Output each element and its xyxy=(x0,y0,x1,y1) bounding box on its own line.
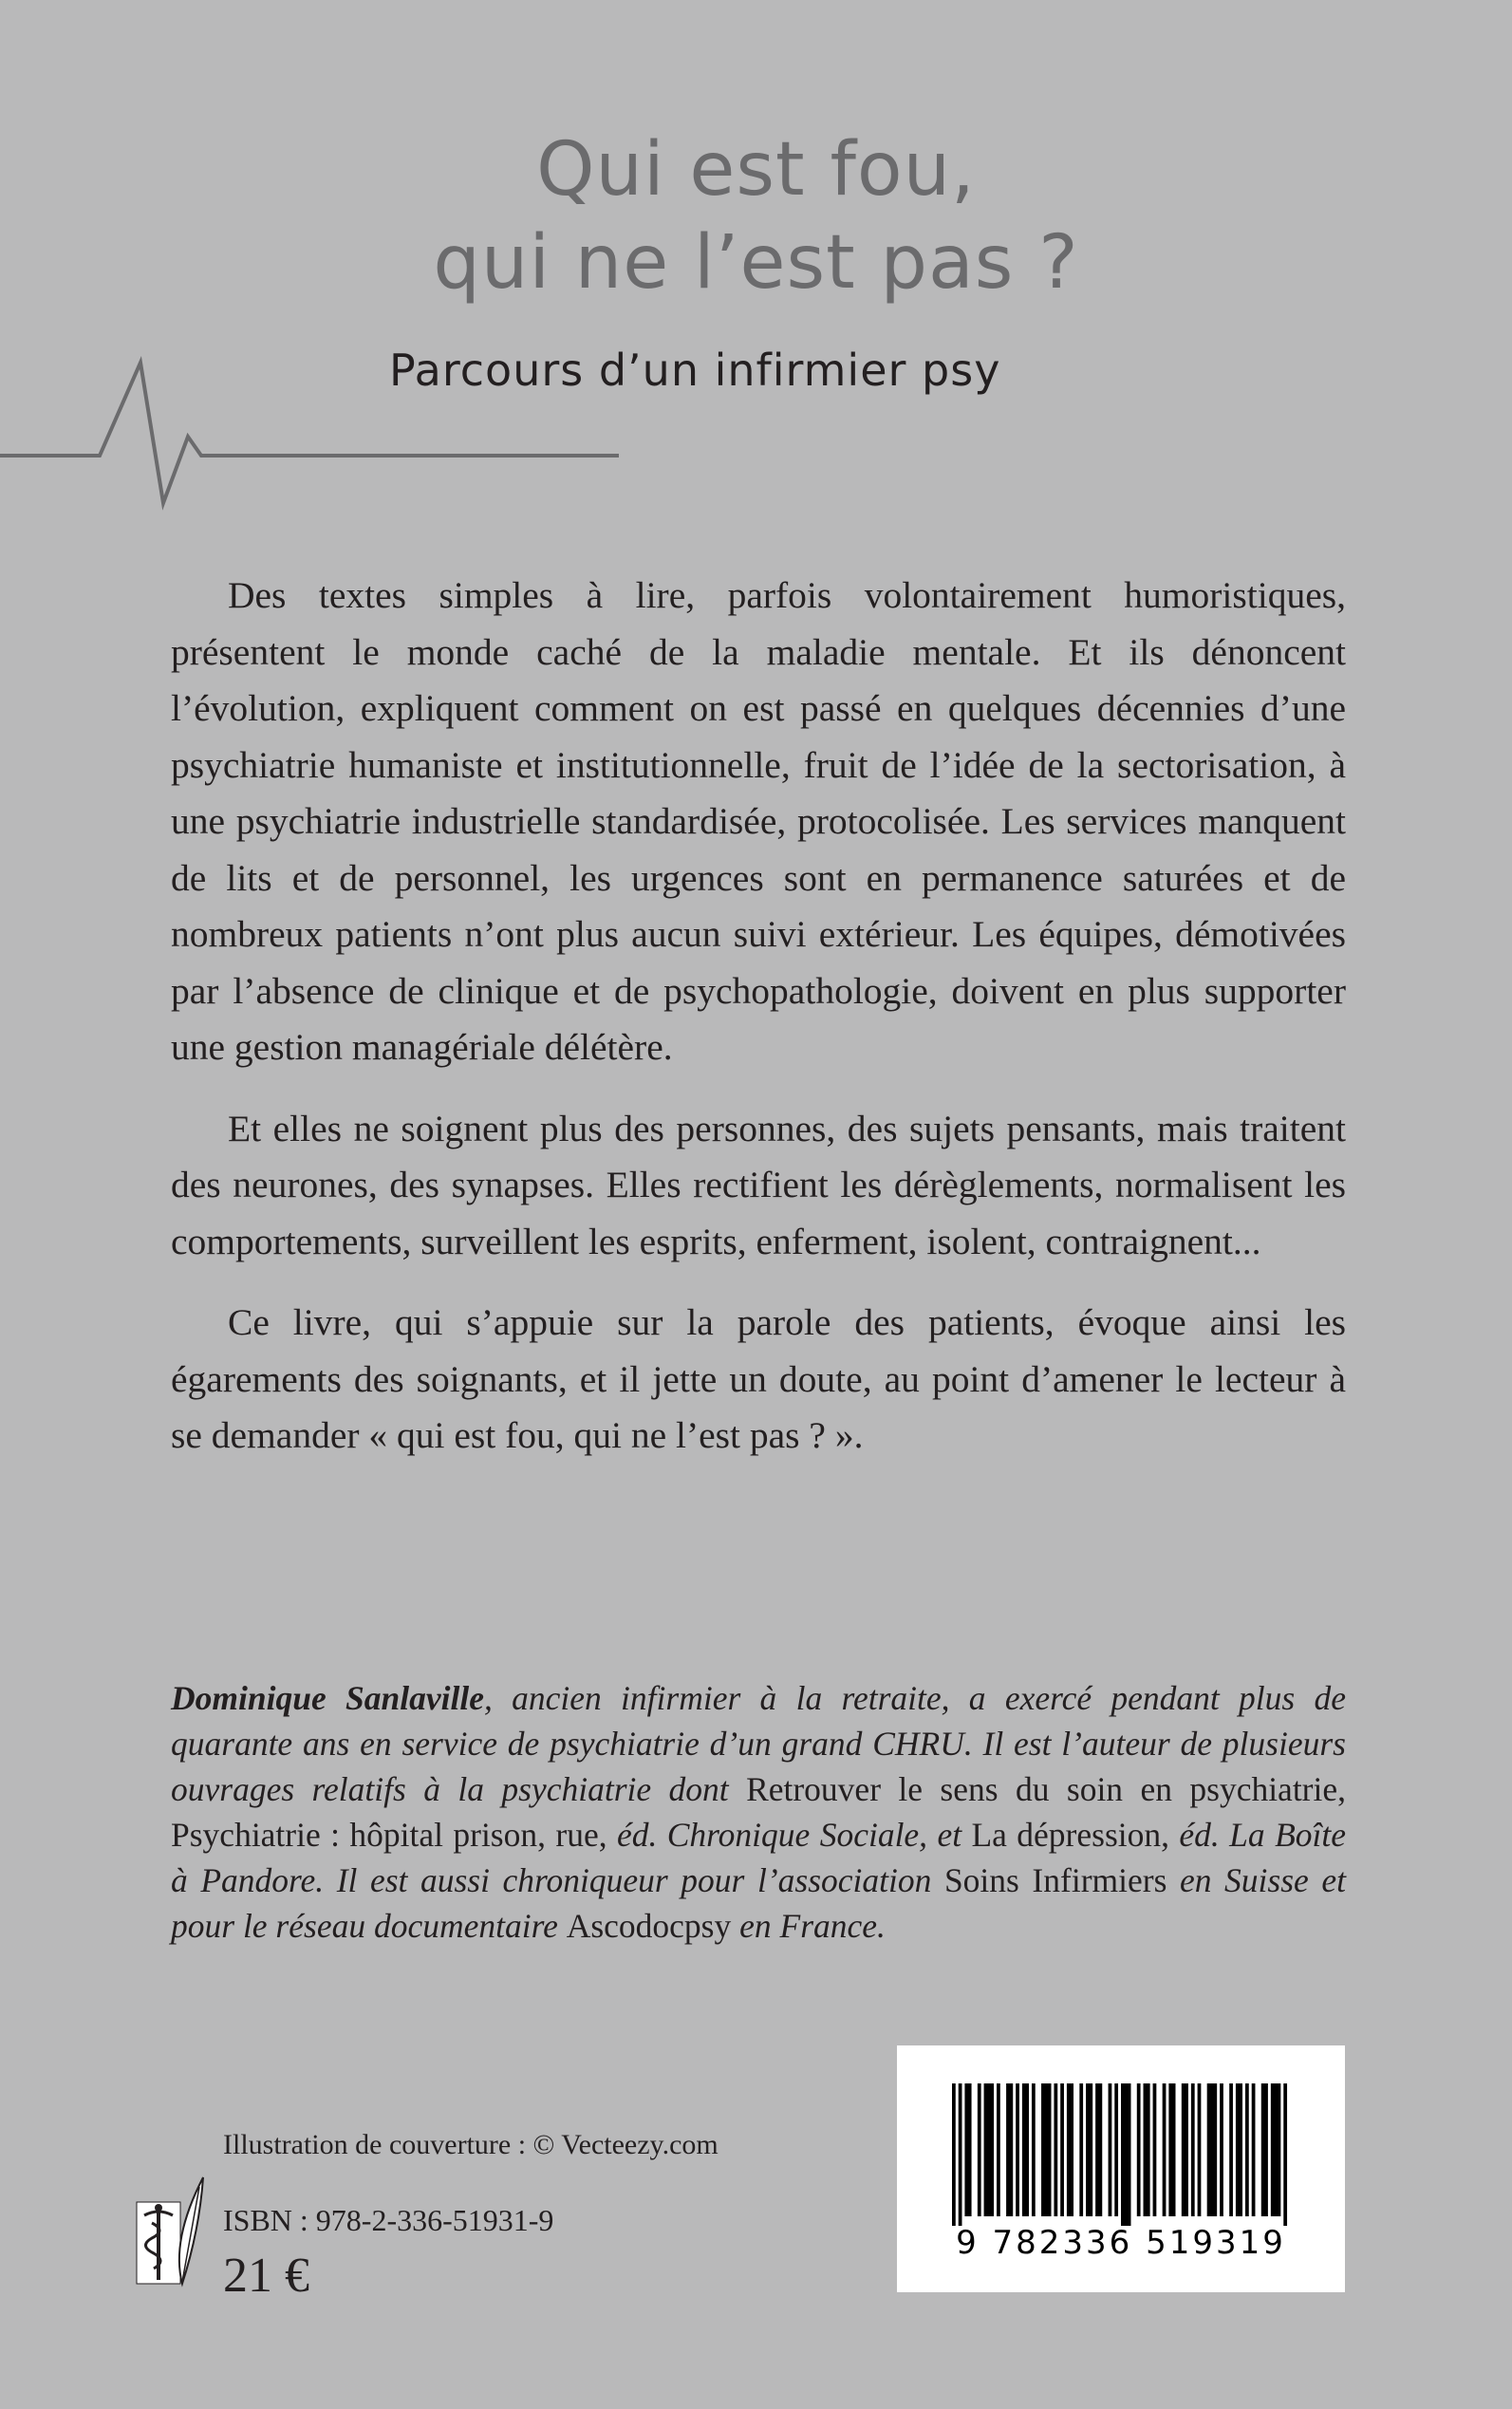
barcode-bar xyxy=(1098,2083,1102,2216)
barcode-bar xyxy=(959,2083,962,2226)
barcode-digits: 9 782336 519319 xyxy=(956,2224,1286,2262)
barcode-bar xyxy=(1185,2083,1188,2216)
barcode-bar xyxy=(1006,2083,1010,2216)
barcode-bar xyxy=(1041,2083,1045,2216)
blurb-paragraph-3: Ce livre, qui s’appuie sur la parole des patients, évoque ainsi les égarements des soignants, et il jette un doute, au point d’amener le lecteur à se demander « qui est fou, qui ne l’est pas ? ». xyxy=(171,1301,1346,1456)
barcode-bar xyxy=(1121,2083,1125,2226)
barcode-bar xyxy=(1079,2083,1083,2216)
barcode-bar xyxy=(1210,2083,1214,2216)
bio-book-titles-1: Retrouver le sens du soin en psychiatrie, Psychiatrie : hôpital prison, rue, xyxy=(171,1770,1346,1854)
barcode-bar xyxy=(1067,2083,1071,2216)
barcode-bar xyxy=(987,2083,991,2216)
barcode-bar xyxy=(1172,2083,1176,2216)
barcode-bar xyxy=(978,2083,981,2216)
barcode-bar xyxy=(1278,2083,1281,2216)
barcode-bar xyxy=(1032,2083,1036,2216)
barcode-bar xyxy=(1220,2083,1223,2216)
bio-text-5: en France. xyxy=(731,1907,886,1945)
barcode-bar xyxy=(1114,2083,1118,2216)
barcode-bar xyxy=(1213,2083,1217,2216)
barcode-bar xyxy=(1086,2083,1090,2216)
barcode-bar xyxy=(990,2083,994,2216)
barcode-bar xyxy=(1089,2083,1092,2216)
barcode-bar xyxy=(1070,2083,1073,2216)
barcode-bar xyxy=(1144,2083,1148,2216)
isbn-barcode xyxy=(897,2045,1345,2292)
bio-text-1: , ancien infirmier à la retraite, a exercé pendant plus de quarante ans en service de psychiatrie d’un grand CHRU. Il est l’auteur de plusieurs ouvrages relatifs à la psychiatrie dont xyxy=(171,1679,1347,1808)
cover-illustration-credit: Illustration de couverture : © Vecteezy.com xyxy=(223,2129,719,2160)
barcode-bar xyxy=(1274,2083,1278,2216)
barcode-bar xyxy=(1264,2083,1268,2216)
blurb-paragraph-1: Des textes simples à lire, parfois volontairement humoristiques, présentent le monde caché de la maladie mentale. Et ils dénoncent l’évolution, expliquent comment on est passé en quelques décennies d’une psychiatrie humaniste et institutionnelle, fruit de l’idée de la sectorisation, à une psychiatrie industrielle standardisée, protocolisée. Les services manquent de lits et de personnel, les urgences sont en permanence saturées et de nombreux patients n’ont plus aucun suivi extérieur. Les équipes, démotivées par l’absence de clinique et de psychopathologie, doivent en plus supporter une gestion managériale délétère. xyxy=(171,574,1346,1068)
barcode-bar xyxy=(984,2083,988,2216)
barcode-bar xyxy=(1245,2083,1249,2216)
barcode-bar xyxy=(1271,2083,1275,2216)
barcode-bar xyxy=(1044,2083,1048,2216)
author-biography xyxy=(171,1675,1346,1949)
barcode-bar xyxy=(1153,2083,1157,2216)
barcode-bar xyxy=(1022,2083,1026,2216)
blurb-paragraph-2: Et elles ne soignent plus des personnes, des sujets pensants, mais traitent des neurones, des synapses. Elles rectifient les dérèglements, normalisent les comportements, surveillent les esprits, enferment, isolent, contraignent... xyxy=(171,1107,1346,1262)
barcode-bars-icon xyxy=(952,2083,1290,2226)
title-line-1: Qui est fou, xyxy=(536,127,976,213)
barcode-bar xyxy=(1191,2083,1195,2216)
barcode-bar xyxy=(1236,2083,1240,2216)
bio-organization-1: Soins Infirmiers xyxy=(943,1861,1167,1899)
book-price: 21 € xyxy=(223,2249,309,2303)
barcode-bar xyxy=(1147,2083,1150,2216)
barcode-bar xyxy=(1016,2083,1019,2216)
barcode-bar xyxy=(1229,2083,1233,2216)
barcode-bar xyxy=(1095,2083,1099,2216)
barcode-bar xyxy=(1163,2083,1167,2216)
bio-text-4: en Suisse et pour le réseau documentaire xyxy=(171,1861,1346,1945)
barcode-bar xyxy=(1009,2083,1013,2216)
barcode-bar xyxy=(1198,2083,1202,2216)
barcode-bar xyxy=(1025,2083,1029,2216)
barcode-bar xyxy=(1182,2083,1185,2216)
bio-text-2: éd. Chronique Sociale, et xyxy=(607,1816,972,1854)
barcode-bar xyxy=(964,2083,968,2216)
back-cover-blurb xyxy=(171,568,1346,1489)
barcode-bar xyxy=(997,2083,1000,2216)
barcode-bar xyxy=(1168,2083,1172,2216)
barcode-bar xyxy=(1060,2083,1064,2216)
barcode-bar xyxy=(1252,2083,1256,2216)
bio-text-3: éd. La Boîte à Pandore. Il est aussi chroniqueur pour l’association xyxy=(171,1816,1346,1899)
author-name: Dominique Sanlaville xyxy=(171,1679,484,1717)
barcode-bar xyxy=(1109,2083,1112,2216)
barcode-bar xyxy=(1054,2083,1057,2216)
publisher-logo-icon xyxy=(133,2174,209,2288)
barcode-bar xyxy=(1137,2083,1141,2216)
barcode-bar xyxy=(1207,2083,1211,2216)
bio-book-title-2: La dépression, xyxy=(971,1816,1170,1854)
barcode-bar xyxy=(1128,2083,1131,2226)
barcode-bar xyxy=(1239,2083,1242,2216)
barcode-bar xyxy=(1283,2083,1287,2226)
barcode-bar xyxy=(1124,2083,1128,2226)
barcode-bar xyxy=(1048,2083,1052,2216)
barcode-bar xyxy=(1261,2083,1265,2216)
barcode-bar xyxy=(968,2083,972,2216)
bio-organization-2: Ascodocpsy xyxy=(566,1907,732,1945)
book-subtitle: Parcours d’un infirmier psy xyxy=(389,345,1001,396)
isbn-number: ISBN : 978-2-336-51931-9 xyxy=(223,2203,554,2237)
title-line-2: qui ne l’est pas ? xyxy=(433,220,1079,306)
barcode-bar xyxy=(952,2083,956,2226)
book-title xyxy=(0,123,1512,309)
